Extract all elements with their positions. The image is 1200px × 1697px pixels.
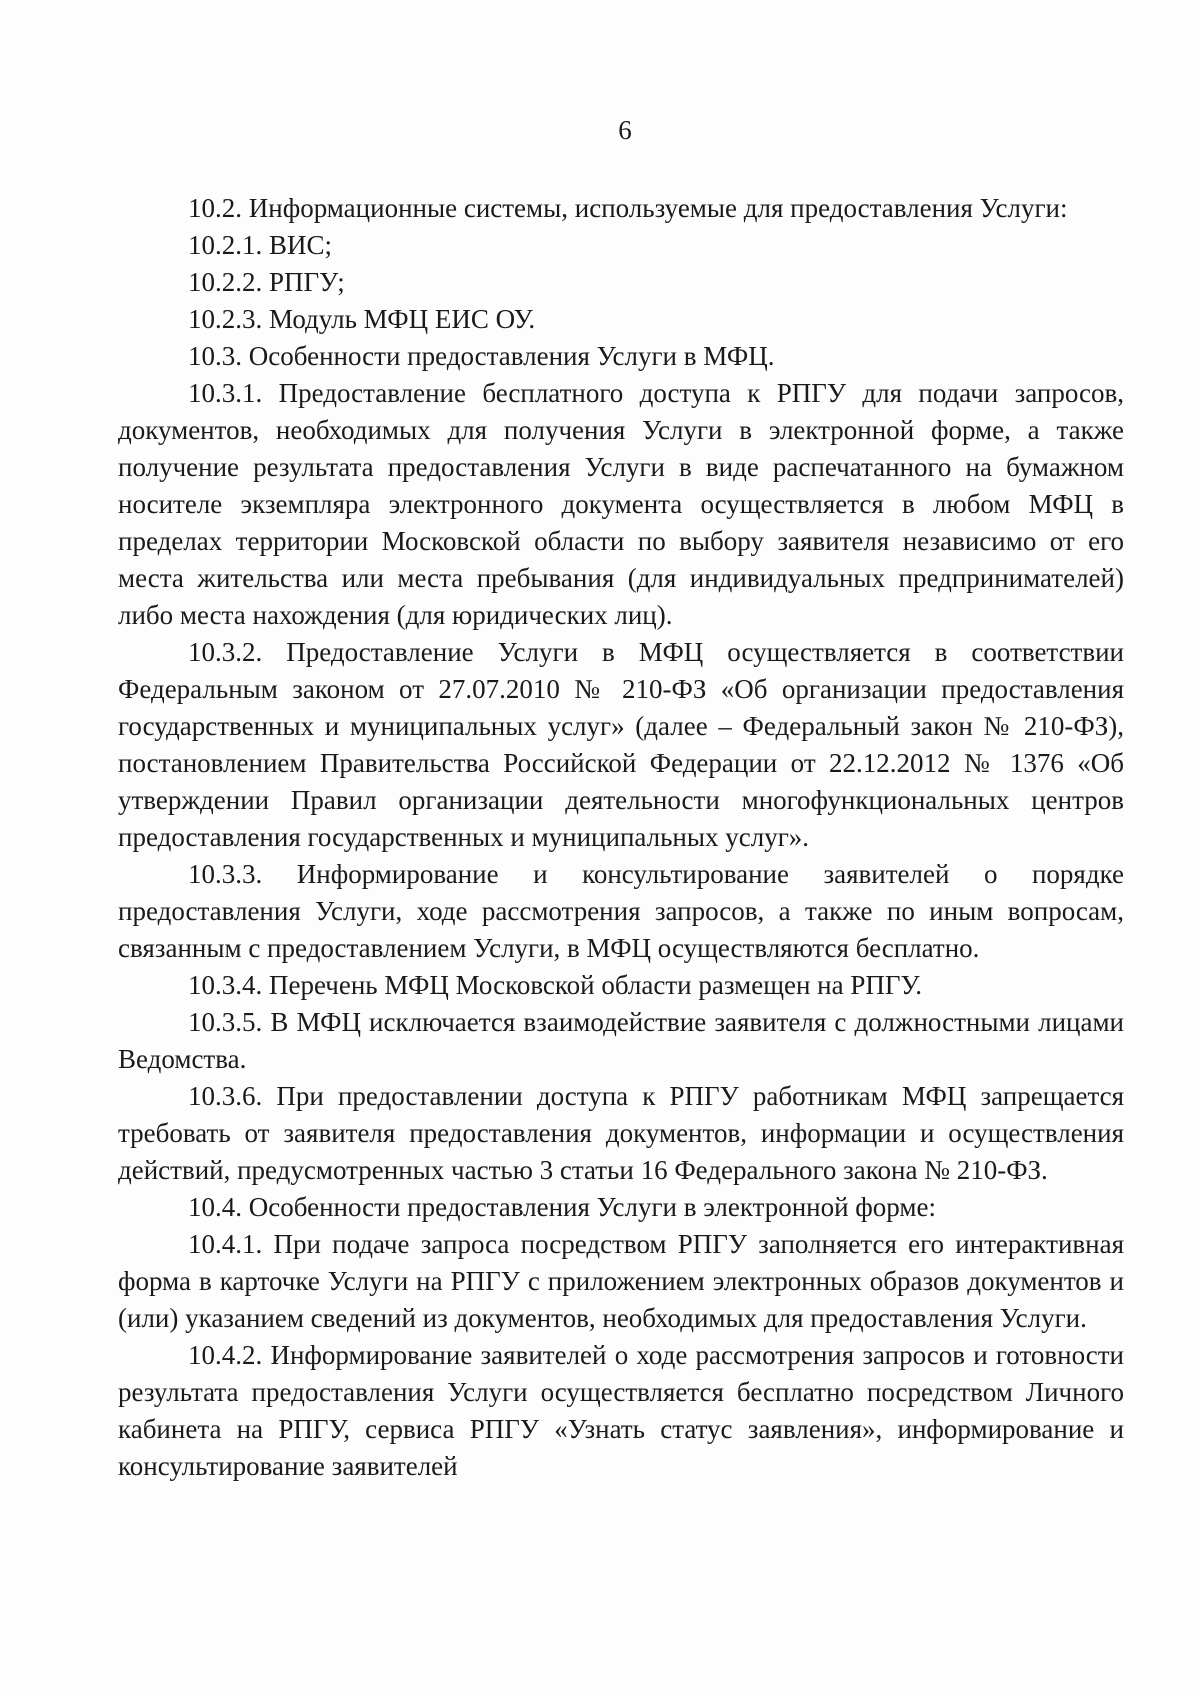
paragraph-10-3-6: 10.3.6. При предоставлении доступа к РПГУ работникам МФЦ запрещается требовать от заявителя предоставления документов, информации и осуществления действий, предусмотренных частью 3 статьи 16 Федерального закона № 210-ФЗ. [118, 1081, 1124, 1185]
paragraph-10-2: 10.2. Информационные системы, используемые для предоставления Услуги: [188, 193, 1068, 223]
paragraph-10-3-1: 10.3.1. Предоставление бесплатного доступа к РПГУ для подачи запросов, документов, необходимых для получения Услуги в электронной форме, а также получение результата предоставления Услуги в виде распечатанного на бумажном носителе экземпляра электронного документа осуществляется в любом МФЦ в пределах территории Московской области по выбору заявителя независимо от его места жительства или места пребывания (для индивидуальных предпринимателей) либо места нахождения (для юридических лиц). [118, 378, 1124, 630]
paragraph-10-3-3: 10.3.3. Информирование и консультирование заявителей о порядке предоставления Услуги, ходе рассмотрения запросов, а также по иным вопросам, связанным с предоставлением Услуги, в МФЦ осуществляются бесплатно. [118, 859, 1124, 963]
paragraph-10-2-3: 10.2.3. Модуль МФЦ ЕИС ОУ. [188, 304, 536, 334]
paragraph-10-4-2: 10.4.2. Информирование заявителей о ходе рассмотрения запросов и готовности результата предоставления Услуги осуществляется бесплатно посредством Личного кабинета на РПГУ, сервиса РПГУ «Узнать статус заявления», информирование и консультирование заявителей [118, 1340, 1124, 1481]
paragraph-10-3-4: 10.3.4. Перечень МФЦ Московской области размещен на РПГУ. [188, 970, 922, 1000]
paragraph-10-2-1: 10.2.1. ВИС; [188, 230, 333, 260]
document-body [118, 190, 1124, 1485]
page-number: 6 [618, 115, 632, 145]
paragraph-10-2-2: 10.2.2. РПГУ; [188, 267, 345, 297]
paragraph-10-3: 10.3. Особенности предоставления Услуги в МФЦ. [188, 341, 775, 371]
paragraph-10-4: 10.4. Особенности предоставления Услуги в электронной форме: [188, 1192, 936, 1222]
paragraph-10-3-5: 10.3.5. В МФЦ исключается взаимодействие заявителя с должностными лицами Ведомства. [118, 1007, 1124, 1074]
paragraph-10-3-2: 10.3.2. Предоставление Услуги в МФЦ осуществляется в соответствии Федеральным законом от 27.07.2010 № 210-ФЗ «Об организации предоставления государственных и муниципальных услуг» (далее – Федеральный закон № 210-ФЗ), постановлением Правительства Российской Федерации от 22.12.2012 № 1376 «Об утверждении Правил организации деятельности многофункциональных центров предоставления государственных и муниципальных услуг». [118, 637, 1124, 852]
paragraph-10-4-1: 10.4.1. При подаче запроса посредством РПГУ заполняется его интерактивная форма в карточке Услуги на РПГУ с приложением электронных образов документов и (или) указанием сведений из документов, необходимых для предоставления Услуги. [118, 1229, 1124, 1333]
